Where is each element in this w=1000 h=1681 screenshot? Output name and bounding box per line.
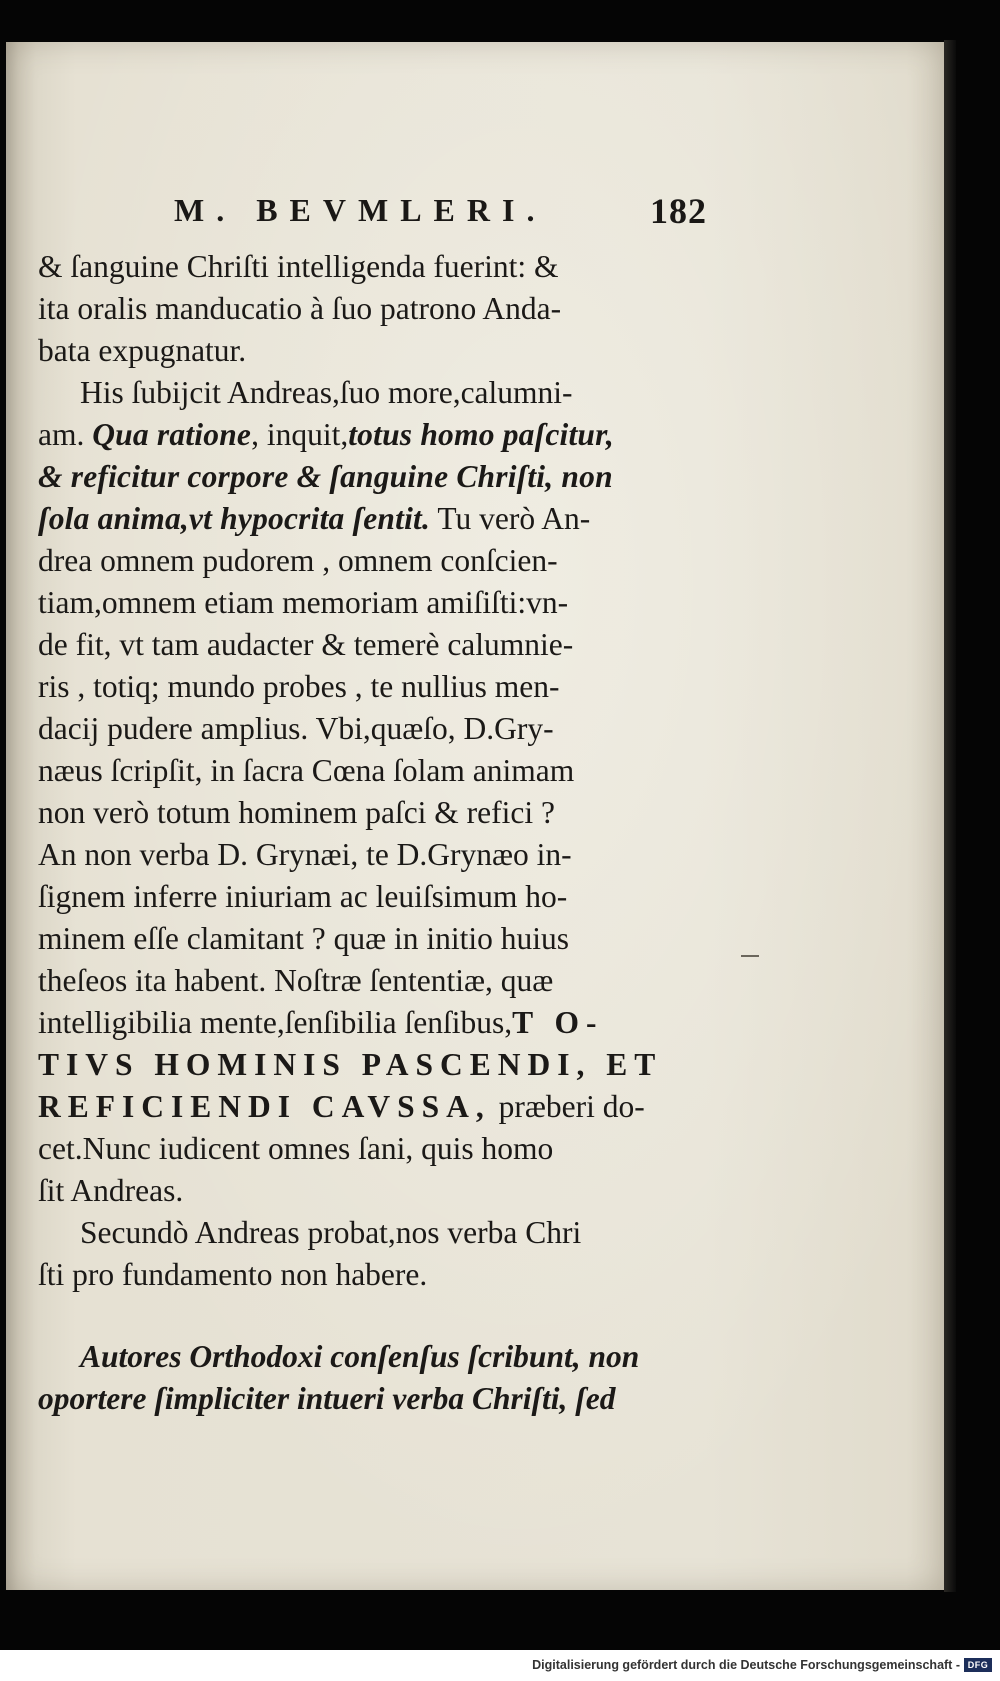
text-line: ſit Andreas.	[38, 1173, 184, 1208]
italic-line: & reficitur corpore & ſanguine Chriſti, non	[38, 459, 613, 494]
caps-line: TIVS HOMINIS PASCENDI, ET	[38, 1047, 663, 1082]
text-line: bata expugnatur.	[38, 333, 247, 368]
text-line: ſignem inferre iniuriam ac leuiſsimum ho-	[38, 879, 568, 914]
text-line: drea omnem pudorem , omnem conſcien-	[38, 543, 558, 578]
text-line: An non verba D. Grynæi, te D.Grynæo in-	[38, 837, 572, 872]
text-line: non verò totum hominem paſci & refici ?	[38, 795, 555, 830]
text-line: theſeos ita habent. Noſtræ ſententiæ, quæ	[38, 963, 554, 998]
italic-span: ſola anima,vt hypocrita ſentit.	[38, 501, 431, 536]
italic-span: Qua ratione	[92, 417, 252, 452]
text-span: am.	[38, 417, 93, 452]
footer-bar	[0, 1650, 1000, 1681]
italic-line: Autores Orthodoxi conſenſus ſcribunt, non	[80, 1339, 640, 1374]
text-line: ita oralis manducatio à ſuo patrono Anda-	[38, 291, 562, 326]
body-text	[38, 246, 708, 1420]
text-line: Secundò Andreas probat,nos verba Chri	[80, 1215, 582, 1250]
text-line	[38, 1002, 708, 1044]
text-span: intelligibilia mente,ſenſibilia ſenſibus,	[38, 1005, 513, 1040]
text-span: Tu verò An-	[430, 501, 591, 536]
text-line	[38, 1086, 708, 1128]
margin-mark	[741, 955, 759, 957]
text-line	[38, 414, 708, 456]
book-page	[6, 42, 944, 1590]
page-number: 182	[650, 191, 707, 231]
caps-span: T O-	[512, 1005, 604, 1040]
caps-span: REFICIENDI CAVSSA,	[38, 1089, 491, 1124]
text-span: , inquit,	[251, 417, 349, 452]
text-line: de fit, vt tam audacter & temerè calumnie-	[38, 627, 574, 662]
dfg-logo: DFG	[964, 1658, 992, 1672]
text-span: præberi do-	[490, 1089, 645, 1124]
italic-span: totus homo paſcitur,	[348, 417, 614, 452]
page-edge	[944, 40, 956, 1592]
text-line	[38, 498, 708, 540]
italic-line: oportere ſimpliciter intueri verba Chriſti, ſed	[38, 1381, 616, 1416]
text-line: ris , totiq; mundo probes , te nullius men-	[38, 669, 560, 704]
text-line: cet.Nunc iudicent omnes ſani, quis homo	[38, 1131, 554, 1166]
text-line: minem eſſe clamitant ? quæ in initio huius	[38, 921, 570, 956]
funding-credit: Digitalisierung gefördert durch die Deutsche Forschungsgemeinschaft -	[532, 1658, 960, 1672]
text-line: & ſanguine Chriſti intelligenda fuerint: &	[38, 249, 559, 284]
text-line: næus ſcripſit, in ſacra Cœna ſolam animam	[38, 753, 575, 788]
text-line: His ſubijcit Andreas,ſuo more,calumni-	[80, 375, 573, 410]
text-line: dacij pudere amplius. Vbi,quæſo, D.Gry-	[38, 711, 554, 746]
running-head: M. BEVMLERI.	[174, 192, 547, 228]
paragraph-gap	[38, 1296, 708, 1336]
text-line: tiam,omnem etiam memoriam amiſiſti:vn-	[38, 585, 569, 620]
text-line: ſti pro fundamento non habere.	[38, 1257, 428, 1292]
